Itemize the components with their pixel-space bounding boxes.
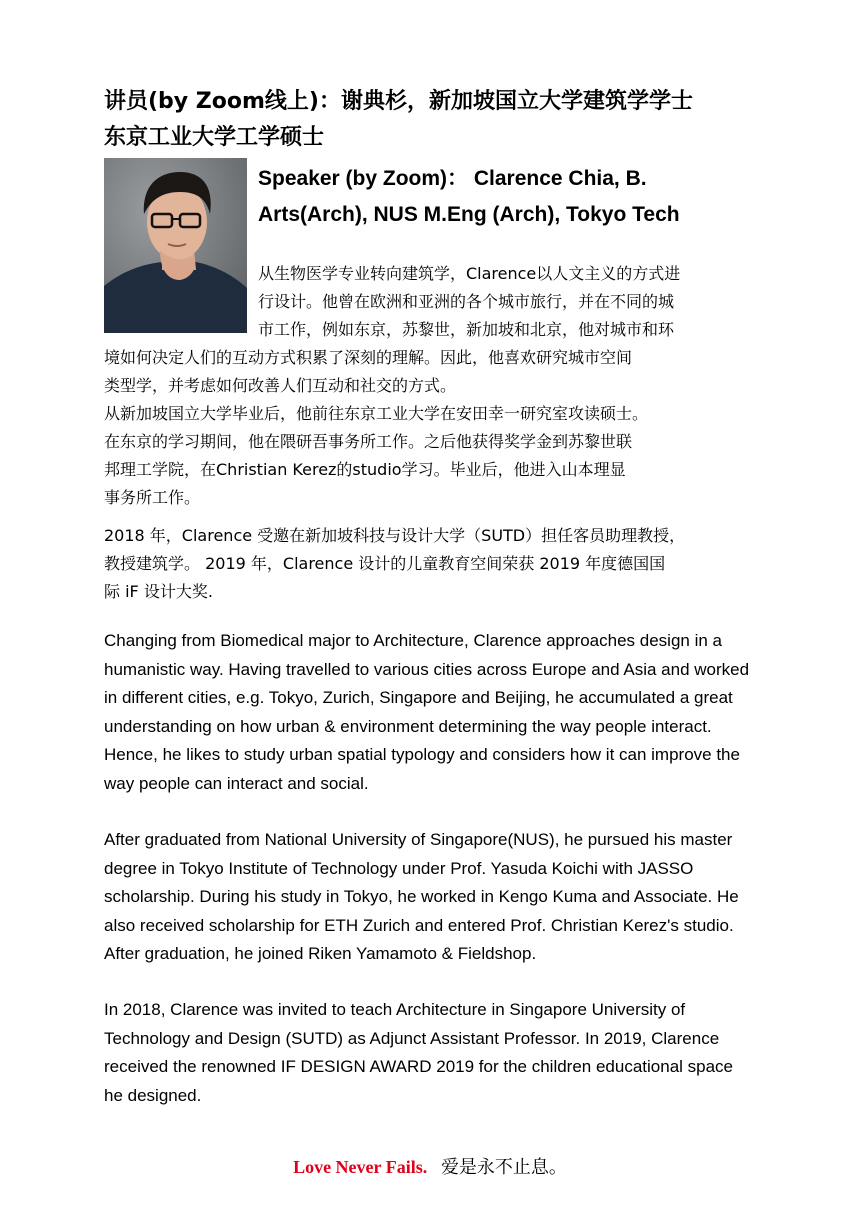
- text-line: he designed.: [104, 1085, 202, 1105]
- footer-motto-chinese: 爱是永不止息。: [440, 1157, 567, 1178]
- text-line: understanding on how urban & environment determining the way people interact.: [104, 716, 712, 736]
- english-title-line-1: Speaker (by Zoom)： Clarence Chia, B.: [258, 167, 647, 190]
- footer-motto-english: Love Never Fails.: [293, 1157, 428, 1177]
- text-line: 从新加坡国立大学毕业后，他前往东京工业大学在安田幸一研究室攻读硕士。: [104, 404, 649, 423]
- speaker-photo: [104, 158, 247, 333]
- chinese-bio-paragraph-1: [258, 260, 680, 344]
- text-line: 从生物医学专业转向建筑学，Clarence以人文主义的方式进: [258, 264, 681, 283]
- text-line: degree in Tokyo Institute of Technology under Prof. Yasuda Koichi with JASSO: [104, 858, 694, 878]
- english-bio-paragraph-3: [104, 996, 794, 1110]
- text-line: Technology and Design (SUTD) as Adjunct Assistant Professor. In 2019, Clarence: [104, 1028, 720, 1048]
- english-bio-paragraph-1: [104, 627, 794, 798]
- text-line: 邦理工学院，在Christian Kerez的studio学习。毕业后，他进入山本理显: [104, 460, 626, 479]
- text-line: 行设计。他曾在欧洲和亚洲的各个城市旅行，并在不同的城: [258, 292, 675, 311]
- text-line: 2018 年，Clarence 受邀在新加坡科技与设计大学（SUTD）担任客员助理教授，: [104, 526, 686, 545]
- text-line: received the renowned IF DESIGN AWARD 2019 for the children educational space: [104, 1057, 734, 1076]
- text-line: In 2018, Clarence was invited to teach Architecture in Singapore University of: [104, 1000, 686, 1019]
- text-line: Changing from Biomedical major to Architecture, Clarence approaches design in a: [104, 631, 722, 650]
- text-line: After graduated from National University of Singapore(NUS), he pursued his master: [104, 830, 733, 849]
- text-line: After graduation, he joined Riken Yamamoto & Fieldshop.: [104, 944, 537, 963]
- speaker-portrait-image: [104, 158, 247, 333]
- text-line: scholarship. During his study in Tokyo, he worked in Kengo Kuma and Associate. He: [104, 887, 739, 906]
- text-line: 际 iF 设计大奖.: [104, 582, 213, 601]
- chinese-bio-paragraph-2: [104, 344, 648, 512]
- english-title-line-2: Arts(Arch), NUS M.Eng (Arch), Tokyo Tech: [258, 203, 680, 226]
- text-line: humanistic way. Having travelled to various cities across Europe and Asia and worked: [104, 659, 750, 679]
- chinese-bio-paragraph-3: [104, 522, 685, 606]
- text-line: 事务所工作。: [104, 488, 201, 507]
- text-line: way people can interact and social.: [104, 773, 369, 793]
- text-line: 教授建筑学。 2019 年，Clarence 设计的儿童教育空间荣获 2019 年度德国国: [104, 554, 666, 573]
- chinese-title-line-1: 讲员(by Zoom线上)：谢典杉，新加坡国立大学建筑学学士: [104, 89, 693, 114]
- chinese-title-line-2: 东京工业大学工学硕士: [104, 125, 325, 150]
- text-line: 类型学，并考虑如何改善人们互动和社交的方式。: [104, 376, 457, 395]
- text-line: in different cities, e.g. Tokyo, Zurich, Singapore and Beijing, he accumulated a great: [104, 688, 733, 707]
- text-line: Hence, he likes to study urban spatial typology and considers how it can improve the: [104, 745, 740, 764]
- text-line: 境如何决定人们的互动方式积累了深刻的理解。因此，他喜欢研究城市空间: [104, 348, 633, 367]
- footer-motto: [0, 1153, 860, 1182]
- text-line: 市工作，例如东京，苏黎世，新加坡和北京，他对城市和环: [258, 320, 675, 339]
- text-line: 在东京的学习期间，他在隈研吾事务所工作。之后他获得奖学金到苏黎世联: [104, 432, 633, 451]
- english-bio-paragraph-2: [104, 826, 794, 969]
- text-line: also received scholarship for ETH Zurich and entered Prof. Christian Kerez's studio.: [104, 915, 734, 935]
